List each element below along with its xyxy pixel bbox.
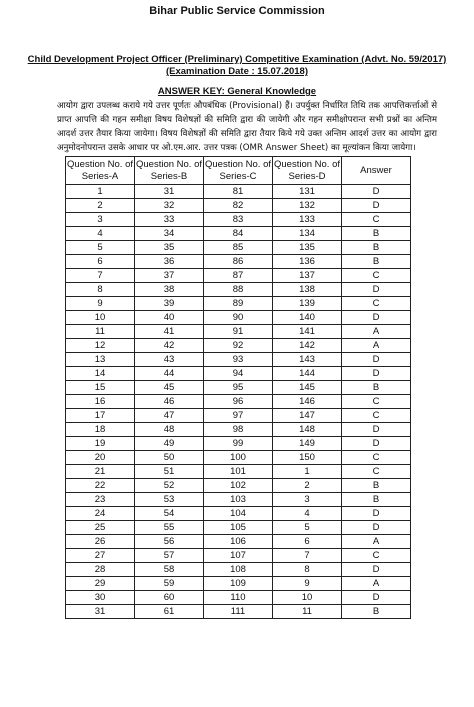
series-c-cell: 92 [204,339,273,353]
table-row [66,185,411,199]
series-c-cell: 98 [204,423,273,437]
series-b-cell: 58 [135,563,204,577]
series-c-cell: 90 [204,311,273,325]
table-row [66,437,411,451]
series-d-cell: 148 [273,423,342,437]
table-row [66,577,411,591]
series-a-cell: 20 [66,451,135,465]
table-row [66,283,411,297]
table-row [66,227,411,241]
table-row [66,353,411,367]
table-body [66,185,411,619]
table-header-row [66,157,411,185]
series-a-cell: 27 [66,549,135,563]
table-row [66,199,411,213]
series-a-cell: 31 [66,605,135,619]
series-c-cell: 104 [204,507,273,521]
series-b-cell: 47 [135,409,204,423]
series-d-cell: 9 [273,577,342,591]
table-row [66,549,411,563]
answer-cell: B [342,381,411,395]
series-c-cell: 102 [204,479,273,493]
series-c-cell: 88 [204,283,273,297]
series-b-cell: 43 [135,353,204,367]
answer-cell: B [342,255,411,269]
series-c-cell: 89 [204,297,273,311]
table-row [66,367,411,381]
series-d-cell: 5 [273,521,342,535]
series-a-cell: 4 [66,227,135,241]
series-a-cell: 14 [66,367,135,381]
series-d-cell: 133 [273,213,342,227]
series-b-cell: 53 [135,493,204,507]
series-a-cell: 29 [66,577,135,591]
series-c-cell: 101 [204,465,273,479]
series-d-cell: 138 [273,283,342,297]
table-row [66,297,411,311]
series-a-cell: 22 [66,479,135,493]
series-a-cell: 28 [66,563,135,577]
table-row [66,395,411,409]
series-b-cell: 60 [135,591,204,605]
answer-cell: C [342,269,411,283]
header-series-d: Question No. of Series-D [273,157,342,185]
table-row [66,325,411,339]
exam-title-line2: (Examination Date : 15.07.2018) [165,66,309,77]
series-b-cell: 35 [135,241,204,255]
answer-cell: D [342,521,411,535]
table-row [66,311,411,325]
table-row [66,423,411,437]
series-d-cell: 142 [273,339,342,353]
series-d-cell: 146 [273,395,342,409]
series-a-cell: 8 [66,283,135,297]
series-a-cell: 18 [66,423,135,437]
series-b-cell: 59 [135,577,204,591]
series-c-cell: 111 [204,605,273,619]
series-d-cell: 137 [273,269,342,283]
series-d-cell: 147 [273,409,342,423]
table-row [66,521,411,535]
series-d-cell: 136 [273,255,342,269]
table-row [66,213,411,227]
table-row [66,241,411,255]
series-d-cell: 139 [273,297,342,311]
series-b-cell: 51 [135,465,204,479]
series-a-cell: 19 [66,437,135,451]
table-row [66,381,411,395]
series-b-cell: 31 [135,185,204,199]
series-c-cell: 83 [204,213,273,227]
series-d-cell: 131 [273,185,342,199]
series-c-cell: 86 [204,255,273,269]
series-c-cell: 87 [204,269,273,283]
provisional-notice: आयोग द्वारा उपलब्ध कराये गये उत्तर पूर्णतः औपबंधिक (Provisional) हैं। उपर्युक्त निर्धारित तिथि तक आपत्तिकर्त्ताओं से प्राप्त आपत्ति की गहन समीक्षा विषय विशेषज्ञों की समिति द्वारा की जायेगी और गहन समीक्षोपरान्त सभी प्रश्नों का अन्तिम आदर्श उत्तर तैयार किया जायेगा। विषय विशेषज्ञों की समिति द्वारा तैयार किये गये उक्त अन्तिम आदर्श उत्तर का आयोग द्वारा अनुमोदनोपरान्त उसके आधार पर ओ.एम.आर. उत्तर पत्रक (OMR Answer Sheet) का मूल्यांकन किया जायेगा। [57,101,437,153]
series-d-cell: 2 [273,479,342,493]
answer-cell: C [342,451,411,465]
series-c-cell: 91 [204,325,273,339]
series-c-cell: 81 [204,185,273,199]
series-b-cell: 37 [135,269,204,283]
series-d-cell: 143 [273,353,342,367]
answer-cell: D [342,199,411,213]
series-d-cell: 144 [273,367,342,381]
series-c-cell: 108 [204,563,273,577]
series-a-cell: 6 [66,255,135,269]
series-b-cell: 50 [135,451,204,465]
series-b-cell: 34 [135,227,204,241]
series-b-cell: 32 [135,199,204,213]
answer-cell: D [342,563,411,577]
series-b-cell: 41 [135,325,204,339]
table-row [66,535,411,549]
series-c-cell: 105 [204,521,273,535]
table-row [66,479,411,493]
answer-cell: D [342,367,411,381]
answer-cell: C [342,395,411,409]
answer-cell: A [342,339,411,353]
series-d-cell: 3 [273,493,342,507]
answer-cell: B [342,493,411,507]
series-d-cell: 149 [273,437,342,451]
table-row [66,451,411,465]
series-a-cell: 5 [66,241,135,255]
series-a-cell: 3 [66,213,135,227]
table-row [66,255,411,269]
series-b-cell: 48 [135,423,204,437]
series-a-cell: 17 [66,409,135,423]
organization-title: Bihar Public Service Commission [149,5,325,17]
table-row [66,493,411,507]
answer-cell: B [342,241,411,255]
exam-title-line1: Child Development Project Officer (Preliminary) Competitive Examination (Advt. No. 59/2017) [27,54,447,65]
header-series-c: Question No. of Series-C [204,157,273,185]
series-c-cell: 106 [204,535,273,549]
series-b-cell: 33 [135,213,204,227]
table-row [66,269,411,283]
series-b-cell: 45 [135,381,204,395]
series-b-cell: 54 [135,507,204,521]
table-row [66,507,411,521]
series-d-cell: 145 [273,381,342,395]
answer-key-table [65,156,411,619]
answer-cell: B [342,479,411,493]
series-d-cell: 6 [273,535,342,549]
series-a-cell: 1 [66,185,135,199]
series-b-cell: 39 [135,297,204,311]
table-row [66,409,411,423]
series-d-cell: 11 [273,605,342,619]
series-c-cell: 93 [204,353,273,367]
series-b-cell: 36 [135,255,204,269]
series-d-cell: 135 [273,241,342,255]
answer-cell: A [342,325,411,339]
series-c-cell: 97 [204,409,273,423]
series-b-cell: 40 [135,311,204,325]
answer-cell: C [342,297,411,311]
series-c-cell: 95 [204,381,273,395]
answer-cell: C [342,409,411,423]
series-b-cell: 44 [135,367,204,381]
answer-cell: D [342,437,411,451]
series-b-cell: 56 [135,535,204,549]
series-b-cell: 46 [135,395,204,409]
series-b-cell: 61 [135,605,204,619]
series-c-cell: 82 [204,199,273,213]
series-c-cell: 107 [204,549,273,563]
series-c-cell: 94 [204,367,273,381]
series-d-cell: 141 [273,325,342,339]
table-row [66,339,411,353]
series-c-cell: 99 [204,437,273,451]
series-b-cell: 42 [135,339,204,353]
series-d-cell: 132 [273,199,342,213]
series-a-cell: 11 [66,325,135,339]
series-a-cell: 15 [66,381,135,395]
answer-cell: D [342,185,411,199]
series-a-cell: 21 [66,465,135,479]
series-b-cell: 55 [135,521,204,535]
series-a-cell: 10 [66,311,135,325]
series-a-cell: 24 [66,507,135,521]
series-b-cell: 52 [135,479,204,493]
answer-cell: B [342,605,411,619]
series-d-cell: 8 [273,563,342,577]
answer-cell: D [342,283,411,297]
answer-cell: B [342,227,411,241]
series-a-cell: 7 [66,269,135,283]
series-d-cell: 10 [273,591,342,605]
series-b-cell: 49 [135,437,204,451]
series-c-cell: 109 [204,577,273,591]
series-b-cell: 38 [135,283,204,297]
exam-title [0,54,474,78]
answer-cell: D [342,311,411,325]
series-c-cell: 96 [204,395,273,409]
header-answer: Answer [342,157,411,185]
series-d-cell: 140 [273,311,342,325]
series-b-cell: 57 [135,549,204,563]
series-d-cell: 4 [273,507,342,521]
series-d-cell: 1 [273,465,342,479]
series-d-cell: 150 [273,451,342,465]
series-a-cell: 23 [66,493,135,507]
series-a-cell: 26 [66,535,135,549]
answer-cell: D [342,423,411,437]
table-row [66,605,411,619]
table-row [66,465,411,479]
series-c-cell: 85 [204,241,273,255]
answer-cell: C [342,549,411,563]
answer-cell: D [342,507,411,521]
answer-cell: C [342,465,411,479]
header-series-a: Question No. of Series-A [66,157,135,185]
series-c-cell: 100 [204,451,273,465]
series-a-cell: 13 [66,353,135,367]
table-row [66,563,411,577]
series-a-cell: 25 [66,521,135,535]
answer-cell: D [342,591,411,605]
series-a-cell: 16 [66,395,135,409]
series-d-cell: 134 [273,227,342,241]
series-a-cell: 9 [66,297,135,311]
series-d-cell: 7 [273,549,342,563]
series-a-cell: 30 [66,591,135,605]
answer-cell: A [342,535,411,549]
answer-cell: D [342,353,411,367]
series-a-cell: 2 [66,199,135,213]
table-row [66,591,411,605]
series-a-cell: 12 [66,339,135,353]
series-c-cell: 103 [204,493,273,507]
series-c-cell: 110 [204,591,273,605]
answer-cell: C [342,213,411,227]
answer-key-heading: ANSWER KEY: General Knowledge [157,86,317,97]
series-c-cell: 84 [204,227,273,241]
header-series-b: Question No. of Series-B [135,157,204,185]
answer-cell: A [342,577,411,591]
